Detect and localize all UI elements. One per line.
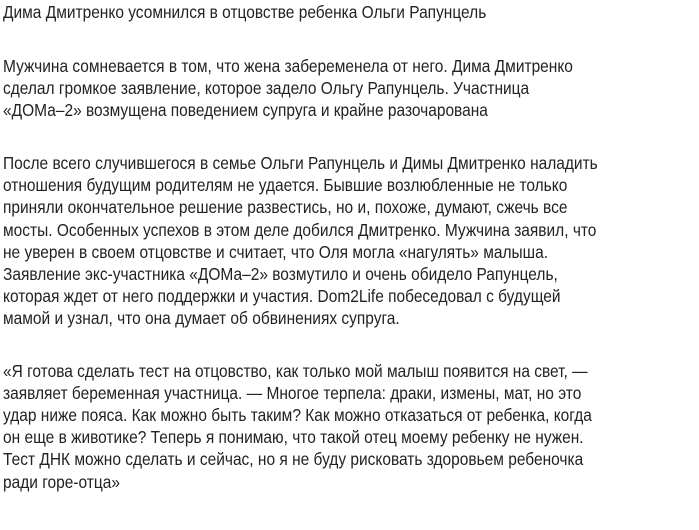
quote-line: удар ниже пояса. Как можно быть таким? Как можно отказаться от ребенка, когда — [3, 405, 592, 426]
body-line: Заявление экс-участника «ДОМа–2» возмутило и очень обидело Рапунцель, — [3, 263, 558, 284]
quote-line: ради горе-отца» — [3, 471, 120, 492]
body-line: мосты. Особенных успехов в этом деле добился Дмитренко. Мужчина заявил, что — [3, 219, 597, 240]
article — [3, 0, 640, 493]
article-title: Дима Дмитренко усомнился в отцовстве ребенка Ольги Рапунцель — [3, 2, 487, 22]
body-line: не уверен в своем отцовстве и считает, что Оля могла «нагулять» малыша. — [3, 241, 549, 262]
quote-line: он еще в животике? Теперь я понимаю, что такой отец моему ребенку не нужен. — [3, 427, 584, 448]
body-line: отношения будущим родителям не удается. Бывшие возлюбленные не только — [3, 175, 568, 196]
lead-line: Мужчина сомневается в том, что жена забеременела от него. Дима Дмитренко — [3, 56, 573, 76]
quote-line: Тест ДНК можно сделать и сейчас, но я не буду рисковать здоровьем ребеночка — [3, 449, 584, 470]
body-line: которая ждет от него поддержки и участия. Dom2Life побеседовал с будущей — [3, 285, 561, 306]
body-line: После всего случившегося в семье Ольги Рапунцель и Димы Дмитренко наладить — [3, 153, 598, 174]
article-body-paragraph — [3, 152, 640, 329]
quote-line: «Я готова сделать тест на отцовство, как только мой малыш появится на свет, — — [3, 361, 588, 382]
body-line: приняли окончательное решение развестись, но и, похоже, думают, сжечь все — [3, 197, 568, 218]
article-quote-paragraph — [3, 360, 640, 493]
lead-line: «ДОМа–2» возмущена поведением супруга и крайне разочарована — [3, 100, 488, 121]
lead-line: сделал громкое заявление, которое задело Ольгу Рапунцель. Участница — [3, 78, 530, 99]
quote-line: заявляет беременная участница. — Многое терпела: драки, измены, мат, но это — [3, 383, 582, 404]
article-lead — [3, 55, 640, 121]
body-line: мамой и узнал, что она думает об обвинениях супруга. — [3, 307, 400, 328]
